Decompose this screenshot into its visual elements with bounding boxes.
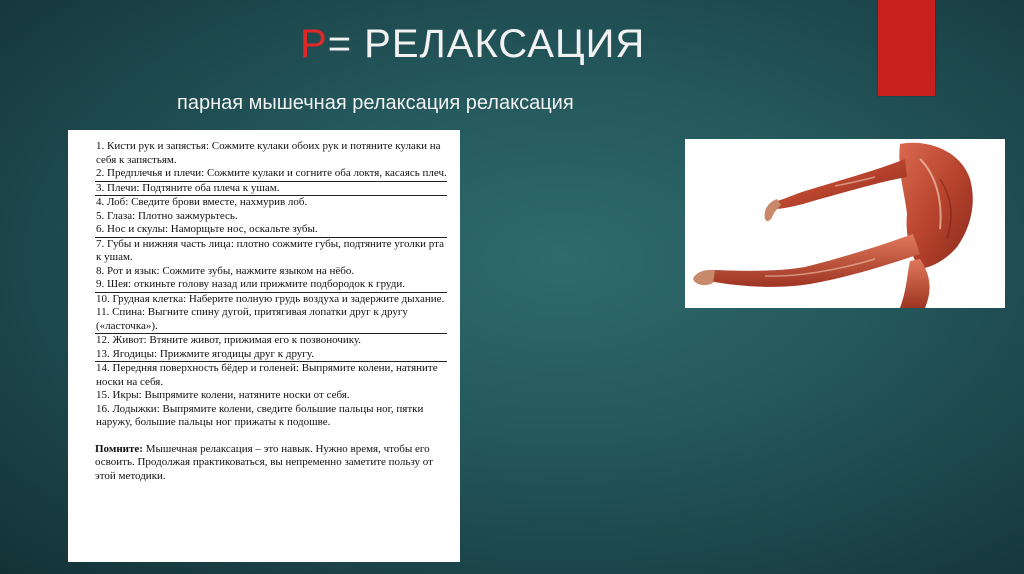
- slide-subtitle: парная мышечная релаксация релаксация: [177, 92, 574, 114]
- list-item: 13. Ягодицы: Прижмите ягодицы друг к другу.: [95, 348, 447, 363]
- list-item: 11. Спина: Выгните спину дугой, притягивая лопатки друг к другу («ласточка»).: [95, 306, 447, 334]
- document-content: [95, 140, 447, 494]
- list-item: 9. Шея: откиньте голову назад или прижмите подбородок к груди.: [95, 278, 447, 293]
- list-item: 5. Глаза: Плотно зажмурьтесь.: [96, 209, 238, 222]
- relaxation-instructions-document: [68, 130, 460, 562]
- note-label: Помните:: [95, 442, 143, 455]
- note-text: Мышечная релаксация – это навык. Нужно время, чтобы его освоить. Продолжая практиковаться, вы непременно заметите пользу от этой методики.: [95, 442, 433, 482]
- muscle-anatomy-figure: [685, 139, 1005, 308]
- list-item: 6. Нос и скулы: Наморщьте нос, оскальте зубы.: [95, 223, 447, 238]
- list-item: 12. Живот: Втяните живот, прижимая его к позвоночику.: [96, 334, 362, 346]
- title-rest: = РЕЛАКСАЦИЯ: [327, 22, 646, 66]
- document-note: [95, 443, 447, 484]
- list-item: 4. Лоб: Сведите брови вместе, нахмурив лоб.: [96, 196, 308, 208]
- list-item: 2. Предплечья и плечи: Сожмите кулаки и согните оба локтя, касаясь плеч.: [95, 167, 447, 182]
- list-item: 8. Рот и язык: Сожмите зубы, нажмите языком на нёбо.: [96, 264, 355, 277]
- slide-title: [300, 22, 645, 67]
- muscle-figure-drawing: [685, 139, 1005, 308]
- list-item: 14. Передняя поверхность бёдер и голеней: Выпрямите колени, натяните носки на себя.: [96, 362, 438, 388]
- accent-bar: [878, 0, 935, 96]
- list-item: 16. Лодыжки: Выпрямите колени, сведите большие пальцы ног, пятки наружу, большие пальцы ног прижаты к подошве.: [96, 402, 424, 428]
- list-item: 10. Грудная клетка: Наберите полную грудь воздуха и задержите дыхание.: [96, 292, 445, 305]
- title-prefix: P: [300, 22, 328, 66]
- list-item: 3. Плечи: Подтяните оба плеча к ушам.: [95, 182, 447, 197]
- list-item: 7. Губы и нижняя часть лица: плотно сожмите губы, подтяните уголки рта к ушам.: [96, 237, 444, 263]
- list-item: 1. Кисти рук и запястья: Сожмите кулаки обоих рук и потяните кулаки на себя к запястьям.: [96, 140, 441, 166]
- list-item: 15. Икры: Выпрямите колени, натяните носки от себя.: [96, 389, 350, 401]
